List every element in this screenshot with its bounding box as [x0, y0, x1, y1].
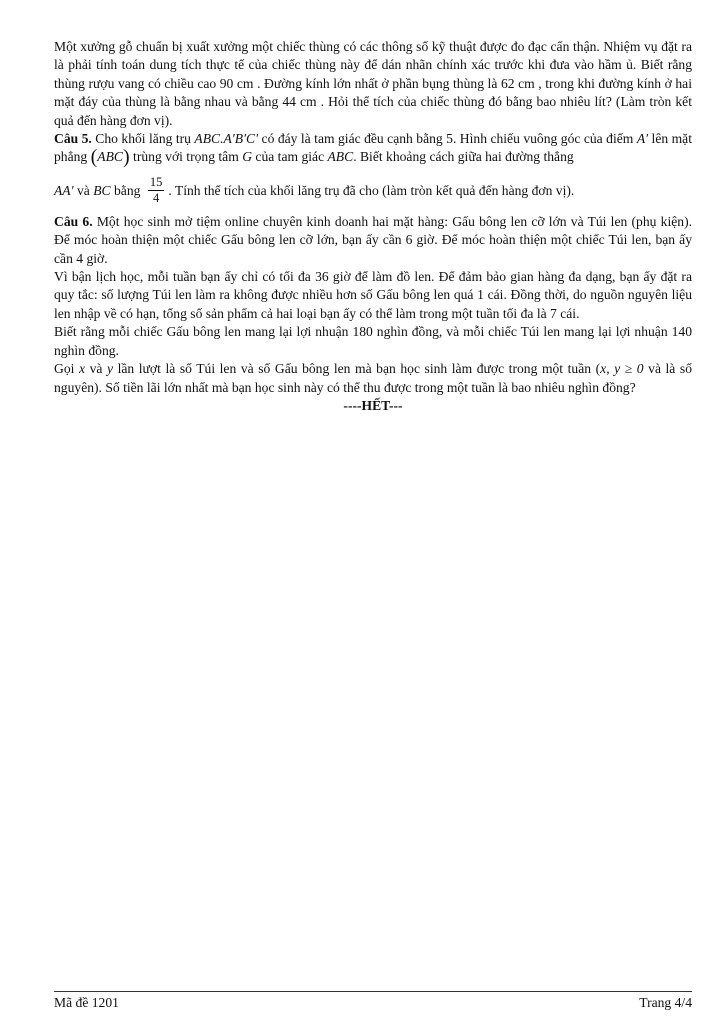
plane-name: ABC — [97, 149, 123, 165]
question-5: Câu 5. Cho khối lăng trụ ABC.A′B′C′ có đáy là tam giác đều cạnh bằng 5. Hình chiếu vuông góc của điểm A′ lên mặt phẳng (ABC) trùng với trọng tâm G của tam giác ABC. Biết khoảng cách giữa hai đường thẳng — [54, 131, 692, 169]
question-5-distance-line: AA′ và BC bằng $\frac{15}{4}$ . Tính thể tích của khối lăng trụ đã cho (làm tròn kết quả đến hàng đơn vị). — [54, 175, 575, 206]
variable-x: x — [78, 361, 86, 377]
q4-continuation: Một xưởng gỗ chuẩn bị xuất xưởng một chiếc thùng có các thông số kỹ thuật được đo đạc cẩn thận. Nhiệm vụ đặt ra là phải tính toán dung tích thực tế của chiếc thùng này để dán nhãn chính xác trước khi đưa vào hầm ủ. Biết rằng thùng rượu vang có chiều cao 90 cm . Đường kính lớn nhất ở phần bụng thùng là 62 cm , trong khi đường kính ở hai mặt đáy của thùng là bằng nhau và bằng 44 cm . Hỏi thể tích của chiếc thùng đó bằng bao nhiêu lít? (Làm tròn kết quả đến hàng đơn vị). — [54, 39, 692, 128]
height-value: 90 cm — [219, 75, 254, 91]
point-name: A′ — [636, 131, 649, 147]
footer-divider — [54, 991, 692, 992]
page-number: Trang 4/4 — [639, 995, 692, 1010]
question-5-label: Câu 5. — [54, 131, 92, 147]
variable-y: y — [106, 361, 114, 377]
fraction-numerator: 15 — [149, 175, 163, 190]
exam-content — [54, 38, 692, 415]
prism-name: ABC.A′B′C′ — [194, 131, 259, 147]
exam-code: Mã đề 1201 — [54, 995, 119, 1010]
question-6-label: Câu 6. — [54, 213, 93, 229]
line-a-name: AA′ — [54, 182, 74, 198]
centroid-name: G — [242, 149, 253, 165]
variable-condition: x, y ≥ 0 — [600, 361, 644, 377]
base-diameter-value: 44 cm — [282, 94, 317, 110]
question-6-paragraph-2: Vì bận lịch học, mỗi tuần bạn ấy chỉ có tối đa 36 giờ để làm đồ len. Để đảm bảo gian hàng đa dạng, bạn ấy đặt ra quy tắc: số lượng Túi len làm ra không được nhiều hơn số Gấu bông len quá 1 cái. Đồng thời, do nguồn nguyên liệu len nhập về có hạn, tổng số sản phẩm cả hai loại bạn ấy có thể làm trong một tuần tối đa là 7 cái. — [54, 269, 692, 321]
page-footer — [54, 995, 692, 1011]
max-diameter-value: 62 cm — [500, 75, 535, 91]
question-6-paragraph-4: Gọi x và y lần lượt là số Túi len và số Gấu bông len mà bạn học sinh làm được trong một tuần (x, y ≥ 0 và là số nguyên). Số tiền lãi lớn nhất mà bạn học sinh này có thể thu được trong một tuần là bao nhiêu nghìn đồng? — [54, 361, 692, 395]
question-6-paragraph-3: Biết rằng mỗi chiếc Gấu bông len mang lại lợi nhuận 180 nghìn đồng, và mỗi chiếc Túi len mang lại lợi nhuận 140 nghìn đồng. — [54, 324, 692, 358]
triangle-name: ABC — [327, 149, 354, 165]
distance-fraction — [148, 175, 165, 206]
question-6: Câu 6. Một học sinh mở tiệm online chuyên kinh doanh hai mặt hàng: Gấu bông len cỡ lớn và Túi len (phụ kiện). Để móc hoàn thiện một chiếc Gấu bông len cỡ lớn, bạn ấy cần 6 giờ. Để móc hoàn thiện một chiếc Túi len, bạn ấy cần 4 giờ. — [54, 213, 692, 266]
fraction-denominator: 4 — [152, 191, 160, 206]
end-mark: ----HẾT--- — [343, 397, 403, 413]
line-b-name: BC — [93, 182, 111, 198]
